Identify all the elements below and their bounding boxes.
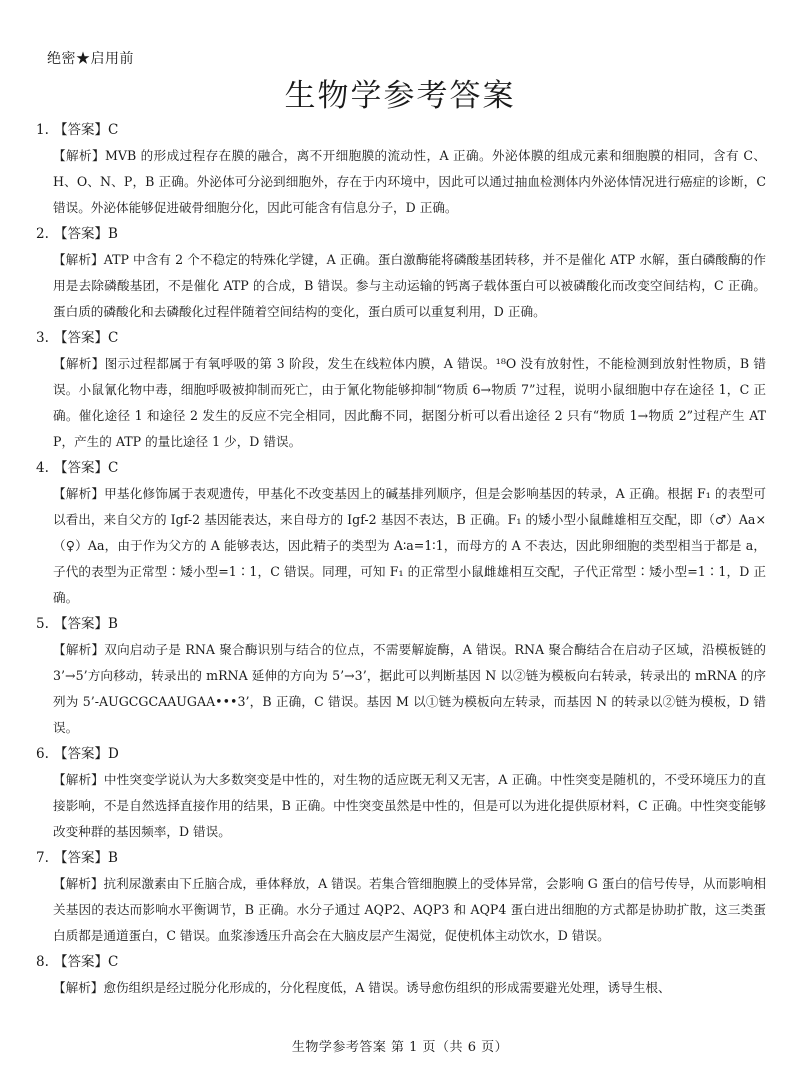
answer-item-7 <box>36 845 766 949</box>
answer-line <box>36 611 766 637</box>
explanation-text: 【解析】抗利尿激素由下丘脑合成，垂体释放，A 错误。若集合管细胞膜上的受体异常，会影响 G 蛋白的信号传导，从而影响相关基因的表达而影响水平衡调节，B 正确。水分子通过 AQP2、AQP3 和 AQP4 蛋白进出细胞的方式都是协助扩散，这三类蛋白质都是通道蛋白，C 错误。血浆渗透压升高会在大脑皮层产生渴觉，促使机体主动饮水，D 错误。 <box>53 876 766 943</box>
explanation-text: 【解析】中性突变学说认为大多数突变是中性的，对生物的适应既无利又无害，A 正确。中性突变是随机的，不受环境压力的直接影响，不是自然选择直接作用的结果，B 正确。中性突变虽然是中性的，但是可以为进化提供原材料，C 正确。中性突变能够改变种群的基因频率，D 错误。 <box>53 772 766 839</box>
answer-key: 【答案】C <box>54 122 119 138</box>
question-number: 7. <box>36 850 49 866</box>
answer-line <box>36 949 766 975</box>
answer-key: 【答案】C <box>54 460 119 476</box>
confidential-mark: 绝密★启用前 <box>47 51 134 67</box>
answer-item-2 <box>36 221 766 325</box>
answer-line <box>36 455 766 481</box>
explanation-text: 【解析】甲基化修饰属于表观遗传，甲基化不改变基因上的碱基排列顺序，但是会影响基因的转录，A 正确。根据 F₁ 的表型可以看出，来自父方的 Igf-2 基因能表达，来自母方的 Igf-2 基因不表达，B 正确。F₁ 的矮小型小鼠雌雄相互交配，即（♂）Aa×（♀）Aa，由于作为父方的 A 能够表达，因此精子的类型为 A∶a=1∶1，而母方的 A 不表达，因此卵细胞的类型相当于都是 a，子代的表型为正常型∶矮小型=1∶1，C 错误。同理，可知 F₁ 的正常型小鼠雌雄相互交配，子代正常型∶矮小型=1∶1，D 正确。 <box>53 486 766 605</box>
answer-key: 【答案】B <box>54 226 118 242</box>
answer-line <box>36 325 766 351</box>
answer-item-1 <box>36 117 766 221</box>
answer-item-4 <box>36 455 766 611</box>
question-number: 1. <box>36 122 49 138</box>
question-number: 8. <box>36 954 49 970</box>
page-footer: 生物学参考答案 第 1 页（共 6 页） <box>291 1040 509 1055</box>
answer-line <box>36 117 766 143</box>
answer-line <box>36 845 766 871</box>
question-number: 3. <box>36 330 49 346</box>
explanation-text: 【解析】MVB 的形成过程存在膜的融合，离不开细胞膜的流动性，A 正确。外泌体膜的组成元素和细胞膜的相同，含有 C、H、O、N、P，B 正确。外泌体可分泌到细胞外，存在于内环境中，因此可以通过抽血检测体内外泌体情况进行癌症的诊断，C 错误。外泌体能够促进破骨细胞分化，因此可能含有信息分子，D 正确。 <box>53 148 766 215</box>
answer-item-8 <box>36 949 766 1001</box>
answer-key: 【答案】C <box>54 954 119 970</box>
answer-item-6 <box>36 741 766 845</box>
answer-list <box>36 117 766 1001</box>
answer-key: 【答案】B <box>54 616 118 632</box>
answer-item-5 <box>36 611 766 741</box>
answer-key: 【答案】C <box>54 330 119 346</box>
answer-key: 【答案】B <box>54 850 118 866</box>
explanation-text: 【解析】图示过程都属于有氧呼吸的第 3 阶段，发生在线粒体内膜，A 错误。¹⁸O 没有放射性，不能检测到放射性物质，B 错误。小鼠氰化物中毒，细胞呼吸被抑制而死亡，由于氰化物能够抑制“物质 6→物质 7”过程，说明小鼠细胞中存在途径 1，C 正确。催化途径 1 和途径 2 发生的反应不完全相同，因此酶不同，据图分析可以看出途径 2 只有“物质 1→物质 2”过程产生 ATP，产生的 ATP 的量比途径 1 少，D 错误。 <box>53 356 766 449</box>
page-title: 生物学参考答案 <box>284 78 516 114</box>
answer-line <box>36 221 766 247</box>
answer-key: 【答案】D <box>54 746 119 762</box>
explanation-text: 【解析】愈伤组织是经过脱分化形成的，分化程度低，A 错误。诱导愈伤组织的形成需要避光处理，诱导生根、 <box>53 980 671 995</box>
explanation-text: 【解析】ATP 中含有 2 个不稳定的特殊化学键，A 正确。蛋白激酶能将磷酸基团转移，并不是催化 ATP 水解，蛋白磷酸酶的作用是去除磷酸基团，不是催化 ATP 的合成，B 错误。参与主动运输的钙离子载体蛋白可以被磷酸化而改变空间结构，C 正确。蛋白质的磷酸化和去磷酸化过程伴随着空间结构的变化，蛋白质可以重复利用，D 正确。 <box>53 252 766 319</box>
question-number: 4. <box>36 460 49 476</box>
answer-item-3 <box>36 325 766 455</box>
question-number: 6. <box>36 746 49 762</box>
explanation-text: 【解析】双向启动子是 RNA 聚合酶识别与结合的位点，不需要解旋酶，A 错误。RNA 聚合酶结合在启动子区域，沿模板链的 3’→5’方向移动，转录出的 mRNA 延伸的方向为 5’→3’，据此可以判断基因 N 以②链为模板向右转录，转录出的 mRNA 的序列为 5’-AUGCGCAAUGAA•••3’，B 正确，C 错误。基因 M 以①链为模板向左转录，而基因 N 的转录以②链为模板，D 错误。 <box>53 642 766 735</box>
question-number: 2. <box>36 226 49 242</box>
question-number: 5. <box>36 616 49 632</box>
answer-line <box>36 741 766 767</box>
